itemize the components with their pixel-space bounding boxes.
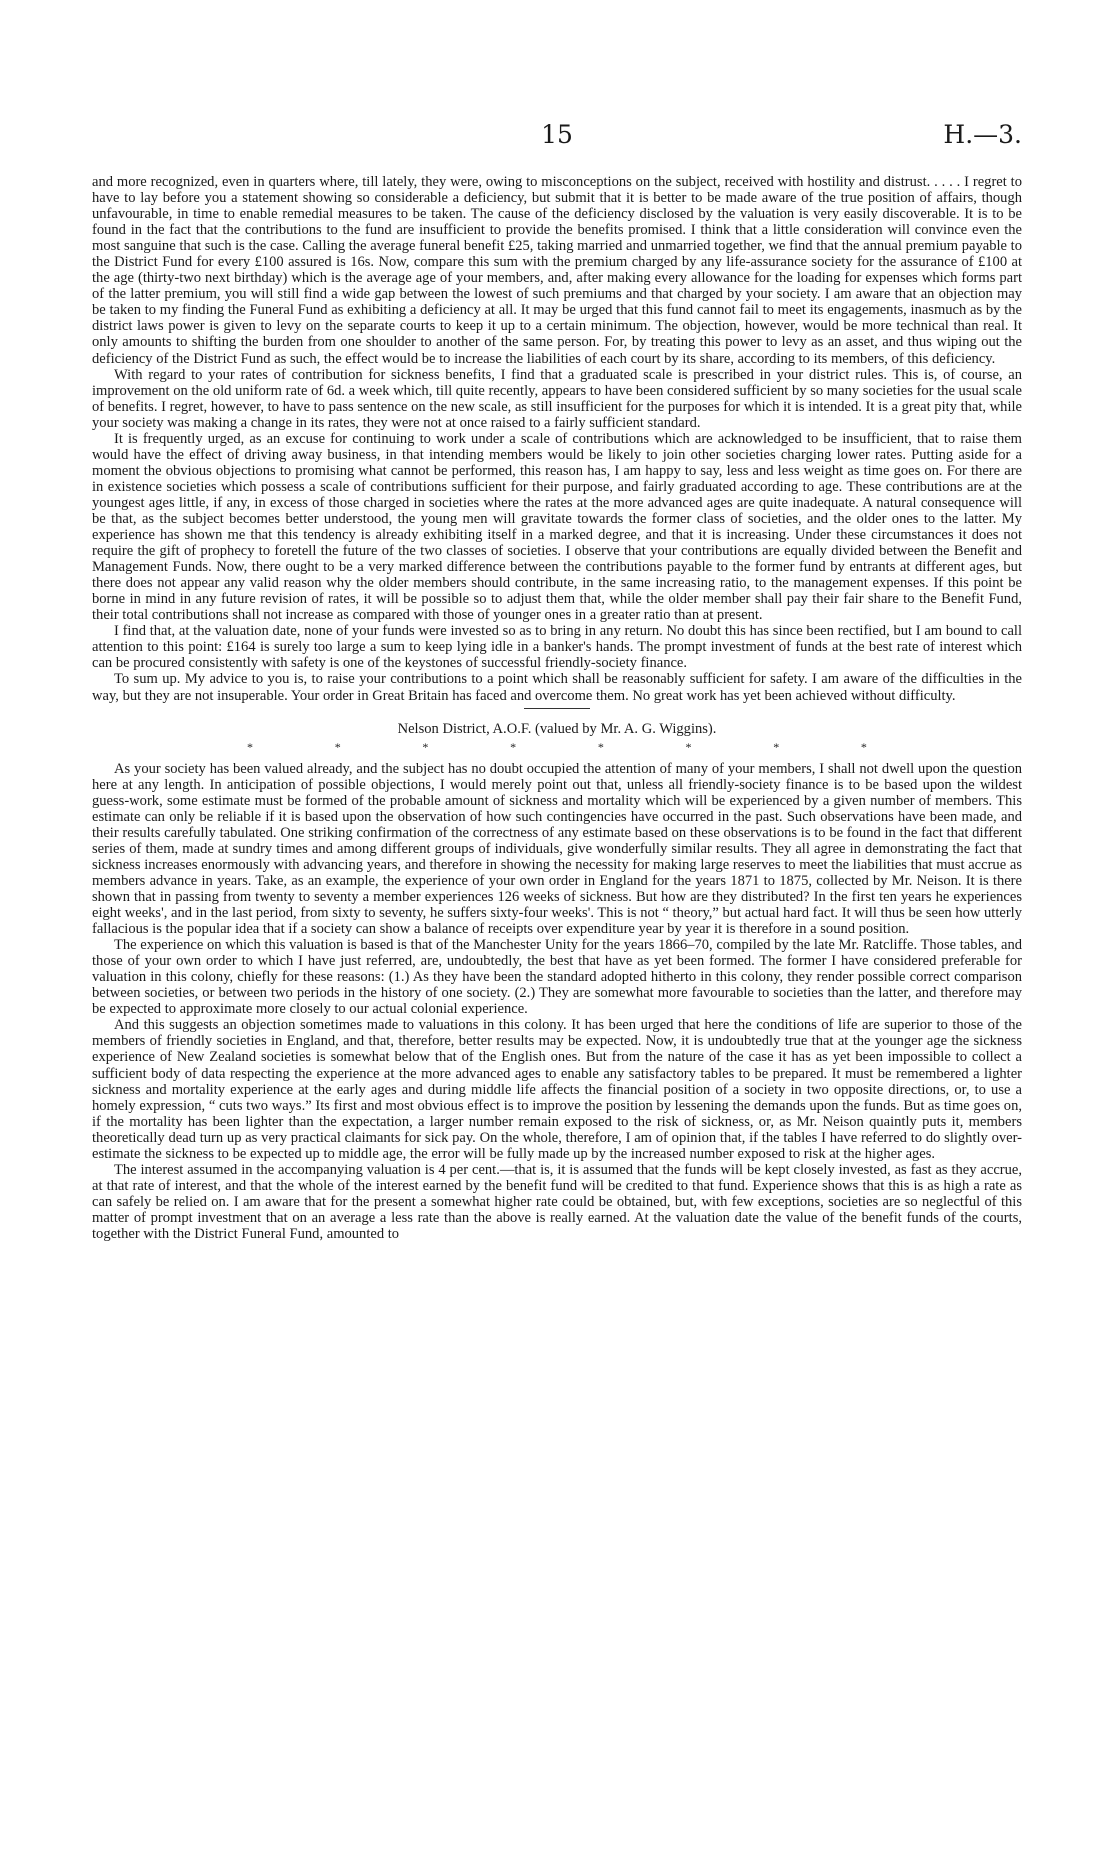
paragraph: The experience on which this valuation is based is that of the Manchester Unity for the years 1866–70, compiled by the late Mr. Ratcliffe. Those tables, and those of your own order to which I have just referred, are, undoubtedly, the best that have as yet been formed. The former I have considered preferable for valuation in this colony, chiefly for these reasons: (1.) As they have been the standard adopted hitherto in this colony, they render possible correct comparison between societies, or between two periods in the history of one society. (2.) They are somewhat more favourable to societies than the latter, and therefore may be expected to approximate more closely to our actual colonial experience. [92,937,1022,1018]
paragraph: To sum up. My advice to you is, to raise your contributions to a point which shall be reasonably sufficient for safety. I am aware of the difficulties in the way, but they are not insuperable. Your order in Great Britain has faced and overcome them. No great work has yet been achieved without difficulty. [92,671,1022,704]
paragraph: With regard to your rates of contribution for sickness benefits, I find that a graduated scale is prescribed in your district rules. This is, of course, an improvement on the old uniform rate of 6d. a week which, till quite recently, appears to have been considered sufficient by so many societies for the usual scale of benefits. I regret, however, to have to pass sentence on the new scale, as still insufficient for the purposes for which it is intended. It is a great pity that, while your society was making a change in its rates, they were not at once raised to a fairly sufficient standard. [92,366,1022,431]
asterisk: * [334,739,341,754]
paragraph: and more recognized, even in quarters where, till lately, they were, owing to misconceptions on the subject, received with hostility and distrust. . . . . I regret to have to lay before you a statement showing so considerable a deficiency, but submit that it is better to be made aware of the true position of affairs, though unfavourable, in time to enable remedial measures to be taken. The cause of the deficiency disclosed by the valuation is very easily discoverable. It is to be found in the fact that the contributions to the fund are insufficient to provide the benefits promised. I think that a little consideration will convince even the most sanguine that such is the case. Calling the average funeral benefit £25, taking married and unmarried together, we find that the annual premium payable to the District Fund for every £100 assured is 16s. Now, compare this sum with the premium charged by any life-assurance society for the assurance of £100 at the age (thirty-two next birthday) which is the average age of your members, and, after making every allowance for the loading for expenses which forms part of the latter premium, you will still find a wide gap between the lowest of such premiums and that charged by your society. I am aware that an objection may be taken to my finding the Funeral Fund as exhibiting a deficiency at all. It may be urged that this fund cannot fail to meet its engagements, inasmuch as by the district laws power is given to levy on the separate courts to keep it up to a certain minimum. The objection, however, would be more technical than real. It only amounts to shifting the burden from one shoulder to another of the same person. For, by treating this power to levy as an asset, and thus wiping out the deficiency of the District Fund as such, the effect would be to increase the liabilities of each court by its share, according to its members, of this deficiency. [92,174,1022,367]
asterisk-ellipsis [247,739,867,755]
paragraph: And this suggests an objection sometimes made to valuations in this colony. It has been urged that here the conditions of life are superior to those of the members of friendly societies in England, and that, therefore, better results may be expected. Now, it is undoubtedly true that at the younger age the sickness experience of New Zealand societies is somewhat below that of the English ones. But from the nature of the case it has as yet been impossible to collect a sufficient body of data respecting the experience at the more advanced ages to enable any satisfactory tables to be prepared. It must be remembered a lighter sickness and mortality experience at the early ages and during middle life affects the financial position of a society in two opposite directions, or, to use a homely expression, “ cuts two ways.” Its first and most obvious effect is to improve the position by lessening the demands upon the funds. But as time goes on, if the mortality has been lighter than the expectation, a larger number remain exposed to the risk of sickness, or, as Mr. Neison quaintly puts it, members theoretically dead turn up as very practical claimants for sick pay. On the whole, therefore, I am of opinion that, if the tables I have referred to do slightly over-estimate the sickness to be expected up to middle age, the error will be fully made up by the increased number exposed to risk at the higher ages. [92,1017,1022,1162]
page-number: 15 [541,120,573,149]
asterisk: * [685,739,692,754]
asterisk: * [247,739,253,754]
asterisk: * [860,739,867,754]
section-heading: Nelson District, A.O.F. (valued by Mr. A. G. Wiggins). [397,720,717,737]
paragraph: The interest assumed in the accompanying valuation is 4 per cent.—that is, it is assumed that the funds will be kept closely invested, as fast as they accrue, at that rate of interest, and that the whole of the interest earned by the benefit fund will be credited to that fund. Experience shows that this is as high a rate as can safely be relied on. I am aware that for the present a somewhat higher rate could be obtained, but, with few exceptions, societies are so neglectful of this matter of prompt investment that on an average a less rate than the above is really earned. At the valuation date the value of the benefit funds of the courts, together with the District Funeral Fund, amounted to [92,1161,1022,1242]
asterisk: * [773,739,780,754]
paragraph: It is frequently urged, as an excuse for continuing to work under a scale of contributions which are acknowledged to be insufficient, that to raise them would have the effect of driving away business, in that intending members would be likely to join other societies charging lower rates. Putting aside for a moment the obvious objections to promising what cannot be performed, this reason has, I am happy to say, less and less weight as time goes on. For there are in existence societies which possess a scale of contributions sufficient for their purpose, and fairly graduated according to age. These contributions are at the youngest ages little, if any, in excess of those charged in societies where the rates at the more advanced ages are quite inadequate. A natural consequence will be that, as the subject becomes better understood, the young men will gravitate towards the former class of societies, and the older ones to the latter. My experience has shown me that this tendency is already exhibiting itself in a marked degree, and that it is increasing. Under these circumstances it does not require the gift of prophecy to foretell the future of the two classes of societies. I observe that your contributions are equally divided between the Benefit and Management Funds. Now, there ought to be a very marked difference between the contributions payable to the former fund by entrants at different ages, but there does not appear any valid reason why the older members should contribute, in the same increasing ratio, to the management expenses. If this point be borne in mind in any future revision of rates, it will be possible so to adjust them that, while the older member shall pay their fair share to the Benefit Fund, their total contributions shall not increase as compared with those of younger ones in a greater ratio than at present. [92,430,1022,624]
asterisk: * [597,739,604,754]
page-header [92,120,1022,160]
body-text [92,174,1022,1242]
document-reference: H.—3. [943,120,1022,149]
paragraph: As your society has been valued already, and the subject has no doubt occupied the attention of many of your members, I shall not dwell upon the question here at any length. In anticipation of possible objections, I would merely point out that, unless all friendly-society finance is to be based upon the wildest guess-work, some estimate must be formed of the probable amount of sickness and mortality which will be experienced by a given number of members. This estimate can only be reliable if it is based upon the observation of how such contingencies have occurred in the past. Such observations have been made, and their results carefully tabulated. One striking confirmation of the correctness of any estimate based on these observations is to be found in the fact that different series of them, made at sundry times and among different groups of individuals, give wonderfully similar results. They all agree in demonstrating the fact that sickness increases enormously with advancing years, and therefore in showing the necessity for making large reserves to meet the liabilities that must accrue as members advance in years. Take, as an example, the experience of your own order in England for the years 1871 to 1875, collected by Mr. Neison. It is there shown that in passing from twenty to seventy a member experiences 126 weeks of sickness. But how are they distributed? In the first ten years he experiences eight weeks', and in the last period, from sixty to seventy, he suffers sixty-four weeks'. This is not “ theory,” but actual hard fact. It will thus be seen how utterly fallacious is the popular idea that if a society can show a balance of receipts over expenditure year by year it is therefore in a sound position. [92,760,1022,938]
asterisk: * [510,739,517,754]
section-divider [524,708,590,709]
asterisk: * [422,739,429,754]
paragraph: I find that, at the valuation date, none of your funds were invested so as to bring in any return. No doubt this has since been rectified, but I am bound to call attention to this point: £164 is surely too large a sum to keep lying idle in a banker's hands. The prompt investment of funds at the best rate of interest which can be procured consistently with safety is one of the keystones of successful friendly-society finance. [92,623,1022,672]
